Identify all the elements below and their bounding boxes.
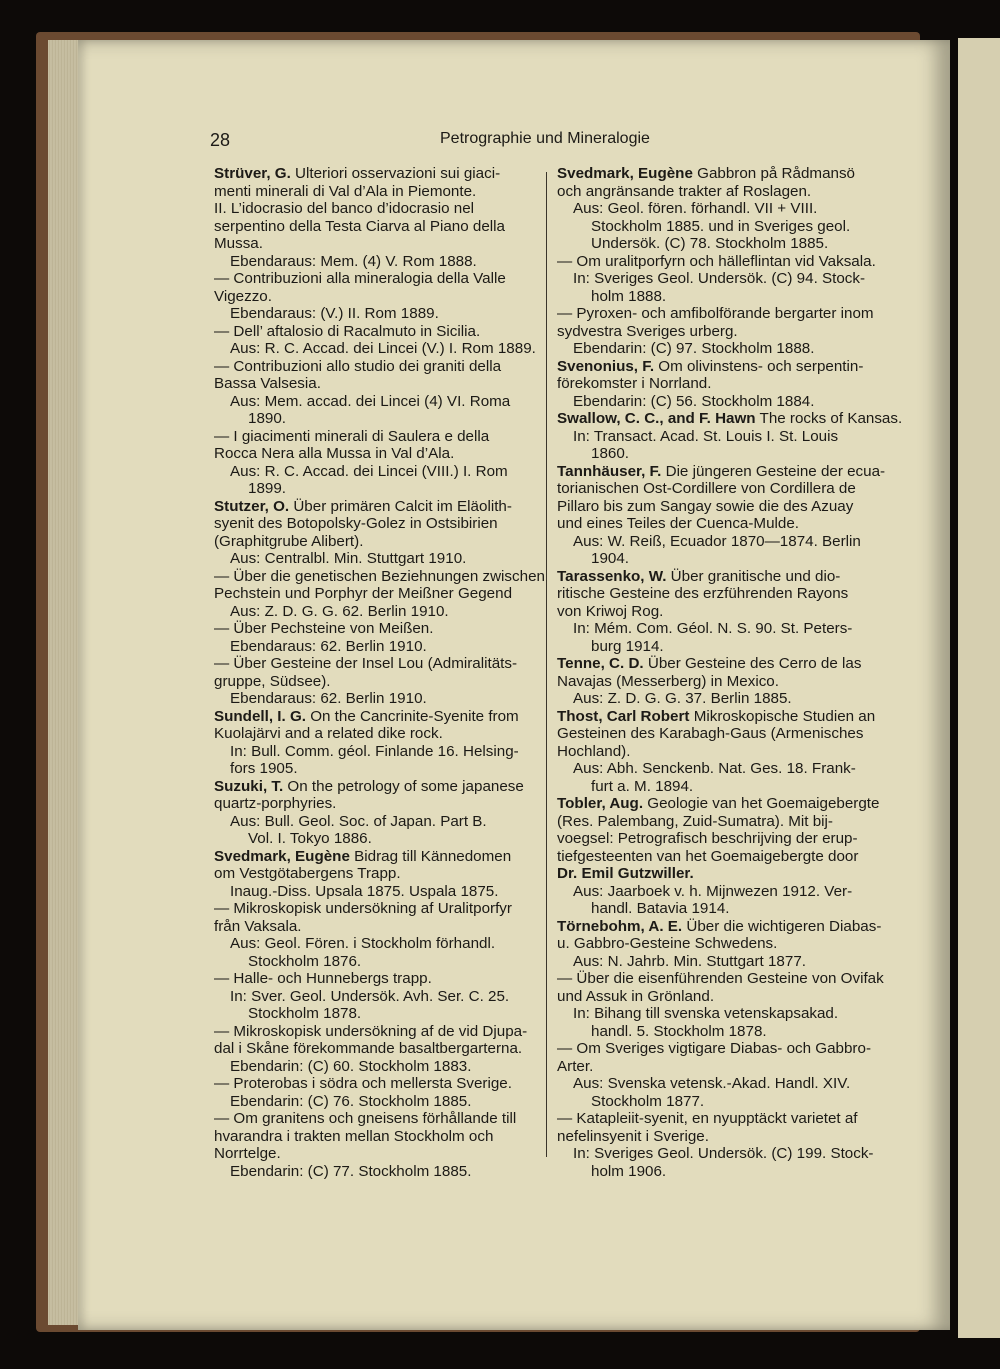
text-line: Aus: Svenska vetensk.-Akad. Handl. XIV. [573,1075,851,1092]
author-name: Swallow, C. C., and F. Hawn [557,410,756,427]
text-line: — Pyroxen- och amfibolförande bergarter inom [557,305,874,322]
bibliography-line [557,218,879,236]
bibliography-line [214,638,536,656]
text-line: Arter. [557,1057,594,1075]
bibliography-line [557,690,879,708]
text-line: 1890. [248,410,287,427]
bibliography-line [214,585,536,603]
bibliography-line [557,917,882,936]
text-line: Aus: Bull. Geol. Soc. of Japan. Part B. [230,812,487,830]
text-line: Suzuki, T. On the petrology of some japanese [214,777,524,795]
bibliography-line [214,445,536,463]
text-line: Svedmark, Eugène Bidrag till Kännedomen [214,847,512,865]
bibliography-line [557,445,879,463]
text-line: hvarandra i trakten mellan Stockholm och [214,1127,494,1145]
text-line: Sundell, I. G. On the Cancrinite-Syenite from [214,707,519,725]
bibliography-line [214,690,536,708]
text-line: — I giacimenti minerali di Saulera e della [214,427,490,445]
author-name: Suzuki, T. [214,777,284,795]
text-line: 1904. [591,550,630,567]
bibliography-line [557,1023,879,1041]
bibliography-line [214,620,536,638]
bibliography-line [557,953,879,971]
bibliography-line [214,200,536,218]
author-name: Svedmark, Eugène [557,165,693,182]
bibliography-line [214,340,536,358]
text-line: Aus: Jaarboek v. h. Mijnwezen 1912. Ver- [573,882,853,900]
text-line: Swallow, C. C., and F. Hawn The rocks of Kansas. [557,410,903,427]
bibliography-line [214,1128,536,1146]
bibliography-line [557,848,879,866]
text-line: — Katapleiit-syenit, en nyupptäckt varietet af [557,1110,858,1127]
text-line: Stockholm 1885. und in Sveriges geol. [591,217,851,235]
bibliography-line [214,830,536,848]
text-line: Tarassenko, W. Über granitische und dio- [557,567,841,585]
bibliography-line [214,673,536,691]
text-line: — Über Gesteine der Insel Lou (Admiralitäts- [214,655,518,672]
text-line: från Vaksala. [214,917,302,935]
text-line: Hochland). [557,742,631,760]
text-line: handl. 5. Stockholm 1878. [591,1022,767,1040]
text-line: Ebendaraus: (V.) II. Rom 1889. [230,305,439,322]
bibliography-line [214,235,536,253]
bibliography-line [214,165,536,183]
text-line: dal i Skåne förekommande basaltbergarterna. [214,1040,523,1057]
bibliography-line [557,935,879,953]
text-line: 1860. [591,445,630,462]
text-line: In: Sver. Geol. Undersök. Avh. Ser. C. 25. [230,987,510,1005]
bibliography-line [214,270,536,288]
text-line: fors 1905. [230,760,298,777]
author-name: Dr. Emil Gutzwiller. [557,865,694,882]
text-line: Aus: Geol. Fören. i Stockholm förhandl. [230,935,496,952]
text-line: Thost, Carl Robert Mikroskopische Studien an [557,707,876,725]
bibliography-line [214,865,536,883]
bibliography-line [557,515,879,533]
bibliography-line [557,270,879,288]
left-column [214,165,545,1180]
text-line: und eines Teiles der Cuenca-Mulde. [557,515,800,532]
text-line: om Vestgötabergens Trapp. [214,865,401,882]
text-line: Tannhäuser, F. Die jüngeren Gesteine der ecua- [557,462,886,480]
bibliography-line [557,1040,879,1058]
text-line: Aus: Geol. fören. förhandl. VII + VIII. [573,200,818,217]
text-line: Aus: Centralbl. Min. Stuttgart 1910. [230,550,467,567]
text-line: Ebendarin: (C) 60. Stockholm 1883. [230,1057,472,1075]
bibliography-line [214,515,536,533]
text-line: — Mikroskopisk undersökning af de vid Djupa- [214,1022,528,1040]
bibliography-line [214,918,536,936]
bibliography-line [214,1163,536,1181]
text-line: furt a. M. 1894. [591,777,694,795]
bibliography-line [214,183,536,201]
bibliography-line [557,970,884,988]
bibliography-line [214,1075,536,1093]
text-line: Kuolajärvi and a related dike rock. [214,725,443,742]
bibliography-line [557,883,879,901]
bibliography-line [557,235,879,253]
text-line: — Über die genetischen Beziehnungen zwischen [214,567,545,585]
bibliography-line [557,358,879,376]
bibliography-line [214,1110,536,1128]
text-line [557,865,879,883]
bibliography-line [557,603,879,621]
text-line: Ebendarin: (C) 97. Stockholm 1888. [573,340,815,357]
text-line: menti minerali di Val d’Ala in Piemonte. [214,182,477,200]
bibliography-line [214,305,536,323]
text-line: Ebendarin: (C) 77. Stockholm 1885. [230,1162,472,1180]
text-line: — Mikroskopisk undersökning af Uralitporfyr [214,900,512,917]
text-line: — Contribuzioni alla mineralogia della Valle [214,270,506,287]
author-name: Tobler, Aug. [557,795,644,812]
bibliography-line [214,708,536,726]
text-line: — Om granitens och gneisens förhållande till [214,1110,517,1127]
bibliography-line [214,410,536,428]
column-divider [546,172,547,1157]
text-line: Aus: Z. D. G. G. 62. Berlin 1910. [230,602,449,620]
text-line: Rocca Nera alla Mussa in Val d’Ala. [214,445,455,462]
bibliography-line [557,1110,879,1128]
bibliography-line [214,743,536,761]
text-line: Vigezzo. [214,287,272,305]
text-line: och angränsande trakter af Roslagen. [557,182,812,200]
bibliography-line [557,428,879,446]
bibliography-line [214,970,536,988]
text-line: holm 1906. [591,1162,667,1180]
page-number: 28 [210,130,231,150]
text-line: gruppe, Südsee). [214,672,331,690]
text-line: (Graphitgrube Alibert). [214,532,364,550]
author-name: Stutzer, O. [214,497,290,515]
bibliography-line [557,1005,879,1023]
bibliography-line [557,585,879,603]
bibliography-line [557,795,879,813]
text-line: Stockholm 1876. [248,952,362,970]
bibliography-line [214,323,536,341]
bibliography-line [214,988,536,1006]
bibliography-line [214,428,536,446]
bibliography-line [214,848,536,866]
text-line: Aus: Abh. Senckenb. Nat. Ges. 18. Frank- [573,760,856,777]
bibliography-line [557,725,879,743]
bibliography-line [214,725,536,743]
bibliography-line [214,778,536,796]
bibliography-line [557,288,879,306]
bibliography-line [557,1145,879,1163]
text-line: ritische Gesteine des erzführenden Rayons [557,585,849,602]
text-line: Pillaro bis zum Sangay sowie die des Azuay [557,497,854,515]
text-line: — Proterobas i södra och mellersta Sverige. [214,1075,512,1092]
text-line: Aus: N. Jahrb. Min. Stuttgart 1877. [573,952,806,970]
bibliography-line [557,200,879,218]
text-line: Svedmark, Eugène Gabbron på Rådmansö [557,165,856,182]
text-line: Ebendarin: (C) 76. Stockholm 1885. [230,1092,472,1110]
bibliography-line [214,533,536,551]
bibliography-line [214,288,536,306]
author-name: Tenne, C. D. [557,655,644,672]
bibliography-line [214,1093,536,1111]
bibliography-line [557,305,879,323]
author-name: Sundell, I. G. [214,707,306,725]
text-line: Tobler, Aug. Geologie van het Goemaigebergte [557,795,880,812]
bibliography-line [214,480,536,498]
text-line: und Assuk in Grönland. [557,987,715,1005]
bibliography-line [214,655,536,673]
text-line: In: Transact. Acad. St. Louis I. St. Louis [573,427,839,445]
text-line: Aus: Mem. accad. dei Lincei (4) VI. Roma [230,392,511,410]
text-line: Pechstein und Porphyr der Meißner Gegend [214,585,513,602]
running-title: Petrographie und Mineralogie [440,130,650,147]
text-line: Stutzer, O. Über primären Calcit im Eläolith- [214,497,512,515]
bibliography-line [214,1040,536,1058]
bibliography-line [214,375,536,393]
bibliography-line [214,953,536,971]
bibliography-line [557,480,879,498]
bibliography-line [557,988,879,1006]
bibliography-line [557,375,879,393]
author-name: Thost, Carl Robert [557,707,690,725]
text-line: In: Sveriges Geol. Undersök. (C) 199. Stock- [573,1145,874,1162]
bibliography-line [557,620,879,638]
author-name: Tarassenko, W. [557,567,667,585]
text-line: — Dell’ aftalosio di Racalmuto in Sicilia. [214,322,481,340]
text-line: Stockholm 1877. [591,1092,705,1110]
text-line: Ebendarin: (C) 56. Stockholm 1884. [573,392,815,410]
bibliography-line [557,708,879,726]
bibliography-line [557,323,879,341]
text-line: — Contribuzioni allo studio dei graniti della [214,357,502,375]
text-line: Aus: Z. D. G. G. 37. Berlin 1885. [573,690,792,707]
text-line: Navajas (Messerberg) in Mexico. [557,672,779,690]
author-name: Strüver, G. [214,165,291,182]
bibliography-line [214,1023,536,1041]
text-line: — Om Sveriges vigtigare Diabas- och Gabbro- [557,1040,871,1057]
text-line: Mussa. [214,235,263,252]
bibliography-line [214,567,545,586]
bibliography-line [557,1128,879,1146]
bibliography-line [557,183,879,201]
text-line: Ebendaraus: 62. Berlin 1910. [230,637,427,655]
text-line: u. Gabbro-Gesteine Schwedens. [557,935,778,952]
facing-page-edge [958,38,1000,1338]
bibliography-line [557,1075,879,1093]
text-line: Undersök. (C) 78. Stockholm 1885. [591,235,829,252]
bibliography-line [557,900,879,918]
author-name: Svedmark, Eugène [214,847,350,865]
bibliography-line [214,358,536,376]
bibliography-line [214,1005,536,1023]
text-line: — Halle- och Hunnebergs trapp. [214,970,432,987]
text-line: burg 1914. [591,637,664,655]
bibliography-line [557,743,879,761]
text-line: Ebendaraus: 62. Berlin 1910. [230,690,427,707]
text-line: holm 1888. [591,287,667,305]
text-line: Svenonius, F. Om olivinstens- och serpentin- [557,357,864,375]
bibliography-line [557,655,879,673]
text-line: Vol. I. Tokyo 1886. [248,830,372,847]
bibliography-line [557,1093,879,1111]
text-line: — Über Pechsteine von Meißen. [214,620,434,637]
bibliography-line [214,498,536,516]
bibliography-line [557,253,879,271]
text-line: In: Bihang till svenska vetenskapsakad. [573,1005,839,1022]
text-line: 1899. [248,480,287,497]
bibliography-line [557,340,879,358]
bibliography-line [214,883,536,901]
bibliography-line [214,900,536,918]
text-line: voegsel: Petrografisch beschrijving der erup- [557,830,858,847]
text-line: Törnebohm, A. E. Über die wichtigeren Diabas- [557,917,882,935]
bibliography-line [557,410,903,428]
bibliography-line [557,393,879,411]
text-line: Tenne, C. D. Über Gesteine des Cerro de las [557,655,862,672]
text-line: handl. Batavia 1914. [591,900,730,917]
bibliography-line [214,603,536,621]
bibliography-line [557,638,879,656]
bibliography-line [214,813,536,831]
text-line: förekomster i Norrland. [557,375,712,392]
bibliography-line [557,1163,879,1181]
bibliography-line [214,550,536,568]
right-column [557,165,903,1180]
bibliography-line [214,795,536,813]
bibliography-line [214,1058,536,1076]
bibliography-line [557,498,879,516]
text-line: tiefgesteenten van het Goemaigebergte door [557,847,859,865]
text-line: Stockholm 1878. [248,1005,362,1022]
author-name: Tannhäuser, F. [557,462,662,480]
text-line: serpentino della Testa Ciarva al Piano della [214,217,505,235]
text-line: von Kriwoj Rog. [557,602,664,620]
text-line: II. L’idocrasio del banco d’idocrasio nel [214,200,475,217]
author-name: Svenonius, F. [557,357,655,375]
text-line: quartz-porphyries. [214,795,337,812]
bibliography-line [214,253,536,271]
bibliography-line [557,568,879,586]
text-line: torianischen Ost-Cordillere von Cordillera de [557,480,856,497]
text-line: Norrtelge. [214,1145,281,1162]
text-line: Aus: W. Reiß, Ecuador 1870—1874. Berlin [573,532,861,550]
bibliography-line [557,1058,879,1076]
author-name: Törnebohm, A. E. [557,917,683,935]
text-line: Strüver, G. Ulteriori osservazioni sui giaci- [214,165,501,182]
text-line: — Om uralitporfyrn och hälleflintan vid Vaksala. [557,252,876,270]
bibliography-line [214,463,536,481]
bibliography-line [214,760,536,778]
text-line: Ebendaraus: Mem. (4) V. Rom 1888. [230,252,477,270]
bibliography-line [214,393,536,411]
page-header [210,130,950,160]
bibliography-line [557,462,886,481]
bibliography-line [557,165,879,183]
bibliography-line [557,673,879,691]
bibliography-line [214,1145,536,1163]
bibliography-line [557,830,879,848]
text-line: In: Mém. Com. Géol. N. S. 90. St. Peters- [573,620,853,637]
text-line: In: Sveriges Geol. Undersök. (C) 94. Stock- [573,270,866,287]
text-line: Inaug.-Diss. Upsala 1875. Uspala 1875. [230,882,499,900]
text-line: In: Bull. Comm. géol. Finlande 16. Helsing- [230,742,519,760]
bibliography-line [557,550,879,568]
bibliography-line [214,218,536,236]
bibliography-line [557,760,879,778]
text-line: Bassa Valsesia. [214,375,321,392]
text-line: Gesteinen des Karabagh-Gaus (Armenisches [557,725,864,742]
bibliography-line [214,935,536,953]
text-line: — Über die eisenführenden Gesteine von Ovifak [557,970,884,987]
text-line: nefelinsyenit i Sverige. [557,1127,709,1145]
bibliography-line [557,778,879,796]
text-line: (Res. Palembang, Zuid-Sumatra). Mit bij- [557,812,833,830]
text-line: sydvestra Sveriges urberg. [557,322,738,340]
text-line: Aus: R. C. Accad. dei Lincei (V.) I. Rom 1889. [230,340,536,357]
bibliography-line [557,813,879,831]
bibliography-line [557,865,879,883]
text-line: syenit des Botopolsky-Golez in Ostsibirien [214,515,498,532]
text-line: Aus: R. C. Accad. dei Lincei (VIII.) I. Rom [230,462,508,480]
bibliography-line [557,533,879,551]
